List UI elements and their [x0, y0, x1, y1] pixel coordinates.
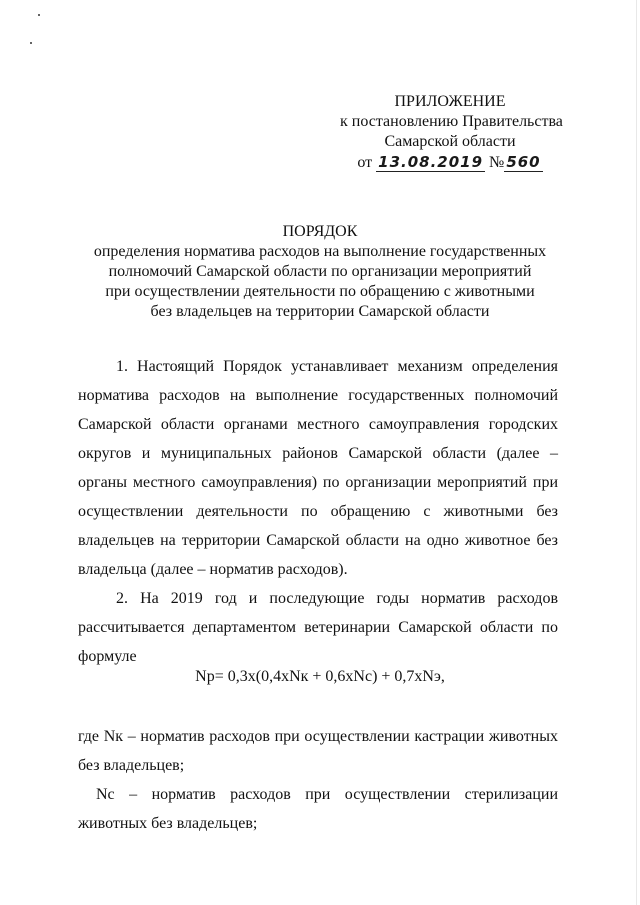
appendix-heading: ПРИЛОЖЕНИЕ — [394, 93, 506, 110]
number-prefix: № — [489, 154, 505, 171]
paragraph-4: Nс – норматив расходов при осуществлении стерилизации животных без владельцев; — [78, 786, 558, 832]
paragraph-3: где Nк – норматив расходов при осуществлении кастрации животных без владельцев; — [78, 728, 558, 774]
appendix-line-2: Самарской области — [384, 133, 516, 150]
appendix-block — [340, 92, 563, 173]
document-title — [80, 222, 560, 322]
paragraph-2: 2. На 2019 год и последующие годы норматив расходов рассчитывается департаментом ветеринарии Самарской области по формуле — [78, 590, 558, 665]
paragraph-1: 1. Настоящий Порядок устанавливает механизм определения норматива расходов на выполнение государственных полномочий Самарской области органами местного самоуправления городских округов и муниципальных районов Самарской области (далее – органы местного самоуправления) по организации мероприятий при осуществлении деятельности по обращению с животными без владельцев на территории Самарской области на одно животное без владельца (далее – норматив расходов). — [78, 358, 558, 578]
body-text-continued — [78, 722, 558, 838]
title-line-4: без владельцев на территории Самарской области — [150, 303, 490, 320]
appendix-date-line — [340, 152, 560, 173]
title-line-1: определения норматива расходов на выполнение государственных — [93, 243, 547, 260]
scan-speck — [30, 42, 32, 44]
title-line-2: полномочий Самарской области по организации мероприятий — [108, 263, 532, 280]
scan-speck — [38, 14, 40, 16]
handwritten-number: 560 — [506, 153, 541, 171]
body-text — [78, 352, 558, 671]
page-edge — [636, 0, 637, 905]
title-heading: ПОРЯДОК — [282, 223, 358, 240]
date-prefix: от — [357, 154, 373, 171]
appendix-line-1: к постановлению Правительства — [340, 113, 563, 130]
title-line-3: при осуществлении деятельности по обращению с животными — [105, 283, 535, 300]
formula: Np= 0,3x(0,4xNк + 0,6xNс) + 0,7xNэ, — [195, 668, 445, 685]
handwritten-date: 13.08.2019 — [378, 153, 484, 171]
